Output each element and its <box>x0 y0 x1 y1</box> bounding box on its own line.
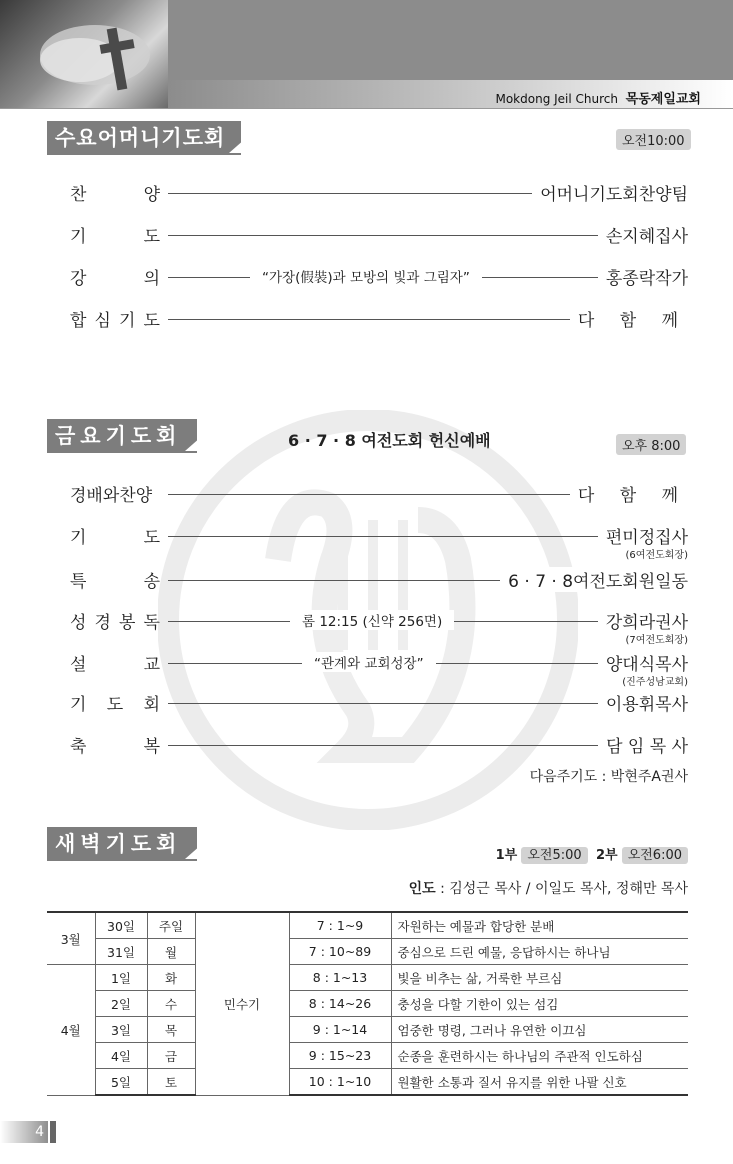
row-value-note: (6여전도회장) <box>625 550 688 561</box>
passage-cell: 9 : 15~23 <box>289 1043 391 1069</box>
title-cell: 순종을 훈련하시는 하나님의 주관적 인도하심 <box>391 1043 688 1069</box>
program-row <box>70 567 688 595</box>
row-middle-text: 롬 12:15 (신약 256면) <box>290 610 454 630</box>
row-value: 6 · 7 · 8여전도회원일동 <box>500 567 688 592</box>
program-row <box>70 732 688 760</box>
next-week-prayer: 다음주기도 : 박현주A권사 <box>529 769 688 785</box>
row-value-note: (진주성남교회) <box>622 677 688 688</box>
weekday-cell: 금 <box>147 1043 195 1069</box>
leader-label: 인도 <box>408 881 436 897</box>
program-row <box>70 222 688 250</box>
praying-hands-photo <box>0 0 168 108</box>
church-name <box>495 88 701 107</box>
friday-subtitle: 6 · 7 · 8 여전도회 헌신예배 <box>288 431 491 450</box>
row-label: 축 복 <box>70 737 160 757</box>
table-row <box>47 912 688 939</box>
header-divider <box>0 108 733 109</box>
passage-cell: 9 : 1~14 <box>289 1017 391 1043</box>
program-row <box>70 650 688 686</box>
row-value: 홍종락작가 <box>598 264 688 289</box>
row-label: 설 교 <box>70 655 160 675</box>
weekday-cell: 목 <box>147 1017 195 1043</box>
leader-names: : 김성근 목사 / 이일도 목사, 정해만 목사 <box>435 881 688 897</box>
row-value <box>598 523 688 561</box>
church-name-en: Mokdong Jeil Church <box>495 92 618 106</box>
row-value: 다 함 께 <box>570 481 688 506</box>
row-label: 기 도 <box>70 227 160 247</box>
header-band <box>168 0 733 80</box>
title-cell: 중심으로 드린 예물, 응답하시는 하나님 <box>391 939 688 965</box>
row-value <box>598 650 688 688</box>
program-row <box>70 481 688 509</box>
day-cell: 4일 <box>95 1043 147 1069</box>
day-cell: 2일 <box>95 991 147 1017</box>
table-row <box>47 1017 688 1043</box>
program-row <box>70 690 688 718</box>
table-row <box>47 1069 688 1096</box>
row-value <box>598 608 688 646</box>
day-cell: 30일 <box>95 912 147 939</box>
row-value: 이용휘목사 <box>598 690 688 715</box>
day-cell: 1일 <box>95 965 147 991</box>
session1-label: 1부 <box>495 848 518 863</box>
day-cell: 31일 <box>95 939 147 965</box>
section-title-text: 금요기도회 <box>55 424 182 448</box>
weekday-cell: 수 <box>147 991 195 1017</box>
passage-cell: 7 : 10~89 <box>289 939 391 965</box>
row-value-name: 강희라권사 <box>605 613 688 633</box>
section-title-text: 새벽기도회 <box>55 832 182 856</box>
row-label: 기 도 회 <box>70 695 160 715</box>
table-row <box>47 1043 688 1069</box>
title-cell: 빛을 비추는 삶, 거룩한 부르심 <box>391 965 688 991</box>
weekday-cell: 월 <box>147 939 195 965</box>
row-value: 손지혜집사 <box>598 222 688 247</box>
passage-cell: 10 : 1~10 <box>289 1069 391 1096</box>
section-title-dawn <box>47 827 197 861</box>
page-number: 4 <box>0 1121 48 1143</box>
wednesday-time-badge: 오전10:00 <box>616 129 691 150</box>
row-label: 특 송 <box>70 572 160 592</box>
dawn-session-times <box>496 844 688 863</box>
program-row <box>70 306 688 334</box>
row-middle-text: “가장(假裝)과 모방의 빛과 그림자” <box>250 266 482 286</box>
session1-time-badge: 오전5:00 <box>521 847 587 864</box>
friday-time-badge: 오후 8:00 <box>616 434 686 455</box>
passage-cell: 7 : 1~9 <box>289 912 391 939</box>
weekday-cell: 주일 <box>147 912 195 939</box>
weekday-cell: 토 <box>147 1069 195 1096</box>
row-value-note: (7여전도회장) <box>625 635 688 646</box>
page-number-bar <box>50 1121 56 1143</box>
book-cell: 민수기 <box>195 912 289 1095</box>
session2-time-badge: 오전6:00 <box>622 847 688 864</box>
row-label: 기 도 <box>70 528 160 548</box>
program-row <box>70 264 688 292</box>
passage-cell: 8 : 1~13 <box>289 965 391 991</box>
row-value-name: 양대식목사 <box>605 655 688 675</box>
table-row <box>47 939 688 965</box>
title-cell: 충성을 다할 기한이 있는 섬김 <box>391 991 688 1017</box>
row-value: 어머니기도회찬양팀 <box>532 180 688 205</box>
church-name-ko: 목동제일교회 <box>625 92 701 107</box>
program-row <box>70 608 688 644</box>
row-value-name: 편미정집사 <box>605 528 688 548</box>
passage-cell: 8 : 14~26 <box>289 991 391 1017</box>
row-label: 강 의 <box>70 269 160 289</box>
row-label: 경배와찬양 <box>70 486 153 506</box>
row-value: 다 함 께 <box>570 306 688 331</box>
row-middle-text: “관계와 교회성장” <box>302 652 436 672</box>
row-label: 찬 양 <box>70 185 160 205</box>
table-row <box>47 965 688 991</box>
row-label: 성 경 봉 독 <box>70 613 160 633</box>
month-cell: 3월 <box>47 912 95 965</box>
row-value: 담 임 목 사 <box>598 732 688 757</box>
day-cell: 5일 <box>95 1069 147 1096</box>
section-title-friday <box>47 419 197 453</box>
session2-label: 2부 <box>595 848 618 863</box>
weekday-cell: 화 <box>147 965 195 991</box>
title-cell: 자원하는 예물과 합당한 분배 <box>391 912 688 939</box>
title-cell: 원활한 소통과 질서 유지를 위한 나팔 신호 <box>391 1069 688 1096</box>
section-title-text: 수요어머니기도회 <box>55 126 226 150</box>
row-label: 합 심 기 도 <box>70 311 160 331</box>
dawn-schedule-table <box>47 911 688 1096</box>
section-title-wednesday <box>47 121 241 155</box>
program-row <box>70 523 688 559</box>
dawn-leaders <box>409 878 688 898</box>
title-cell: 엄중한 명령, 그러나 유연한 이끄심 <box>391 1017 688 1043</box>
table-row <box>47 991 688 1017</box>
month-cell: 4월 <box>47 965 95 1096</box>
program-row <box>70 180 688 208</box>
day-cell: 3일 <box>95 1017 147 1043</box>
